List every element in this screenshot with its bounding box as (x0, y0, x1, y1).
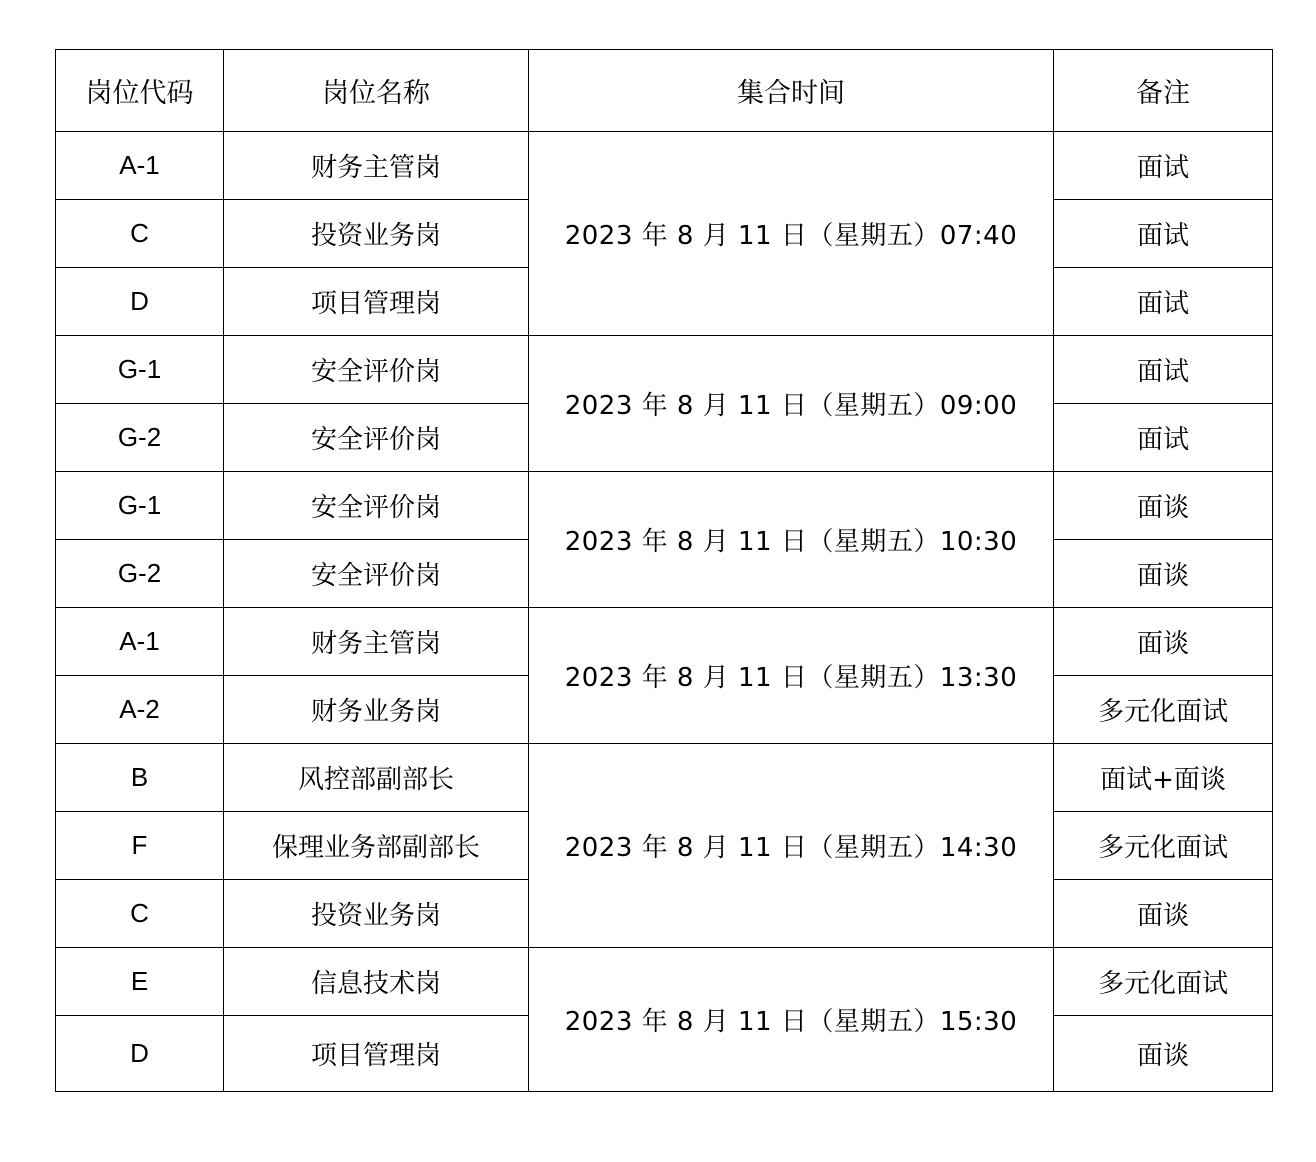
position-code: G-2 (56, 404, 224, 472)
position-name: 投资业务岗 (224, 200, 529, 268)
position-code: E (56, 948, 224, 1016)
position-name: 风控部副部长 (224, 744, 529, 812)
position-name: 项目管理岗 (224, 1016, 529, 1092)
position-code: D (56, 1016, 224, 1092)
note: 多元化面试 (1054, 948, 1273, 1016)
table-row (56, 948, 1273, 1016)
position-name: 保理业务部副部长 (224, 812, 529, 880)
position-code: G-2 (56, 540, 224, 608)
position-code: A-2 (56, 676, 224, 744)
gather-time: 2023 年 8 月 11 日（星期五）09:00 (529, 336, 1054, 472)
table-row (56, 132, 1273, 200)
position-code: G-1 (56, 472, 224, 540)
position-name: 项目管理岗 (224, 268, 529, 336)
note: 面试 (1054, 132, 1273, 200)
position-code: C (56, 880, 224, 948)
interview-schedule-table (55, 49, 1273, 1092)
note: 面试 (1054, 200, 1273, 268)
position-name: 安全评价岗 (224, 336, 529, 404)
header-position-name: 岗位名称 (224, 50, 529, 132)
table-row (56, 608, 1273, 676)
note: 面谈 (1054, 1016, 1273, 1092)
gather-time: 2023 年 8 月 11 日（星期五）15:30 (529, 948, 1054, 1092)
position-name: 财务主管岗 (224, 132, 529, 200)
table-row (56, 472, 1273, 540)
position-name: 投资业务岗 (224, 880, 529, 948)
table-row (56, 744, 1273, 812)
header-notes: 备注 (1054, 50, 1273, 132)
position-code: G-1 (56, 336, 224, 404)
note: 面试 (1054, 336, 1273, 404)
note: 多元化面试 (1054, 676, 1273, 744)
position-code: A-1 (56, 608, 224, 676)
position-name: 信息技术岗 (224, 948, 529, 1016)
note: 面谈 (1054, 472, 1273, 540)
header-position-code: 岗位代码 (56, 50, 224, 132)
note: 面谈 (1054, 608, 1273, 676)
position-name: 安全评价岗 (224, 540, 529, 608)
position-name: 财务主管岗 (224, 608, 529, 676)
header-row (56, 50, 1273, 132)
table-row (56, 336, 1273, 404)
position-code: A-1 (56, 132, 224, 200)
header-gather-time: 集合时间 (529, 50, 1054, 132)
gather-time: 2023 年 8 月 11 日（星期五）13:30 (529, 608, 1054, 744)
gather-time: 2023 年 8 月 11 日（星期五）14:30 (529, 744, 1054, 948)
position-code: F (56, 812, 224, 880)
position-name: 安全评价岗 (224, 404, 529, 472)
position-name: 安全评价岗 (224, 472, 529, 540)
note: 面谈 (1054, 540, 1273, 608)
position-name: 财务业务岗 (224, 676, 529, 744)
position-code: D (56, 268, 224, 336)
position-code: B (56, 744, 224, 812)
note: 面试+面谈 (1054, 744, 1273, 812)
position-code: C (56, 200, 224, 268)
gather-time: 2023 年 8 月 11 日（星期五）10:30 (529, 472, 1054, 608)
gather-time: 2023 年 8 月 11 日（星期五）07:40 (529, 132, 1054, 336)
note: 面试 (1054, 404, 1273, 472)
note: 多元化面试 (1054, 812, 1273, 880)
note: 面谈 (1054, 880, 1273, 948)
note: 面试 (1054, 268, 1273, 336)
